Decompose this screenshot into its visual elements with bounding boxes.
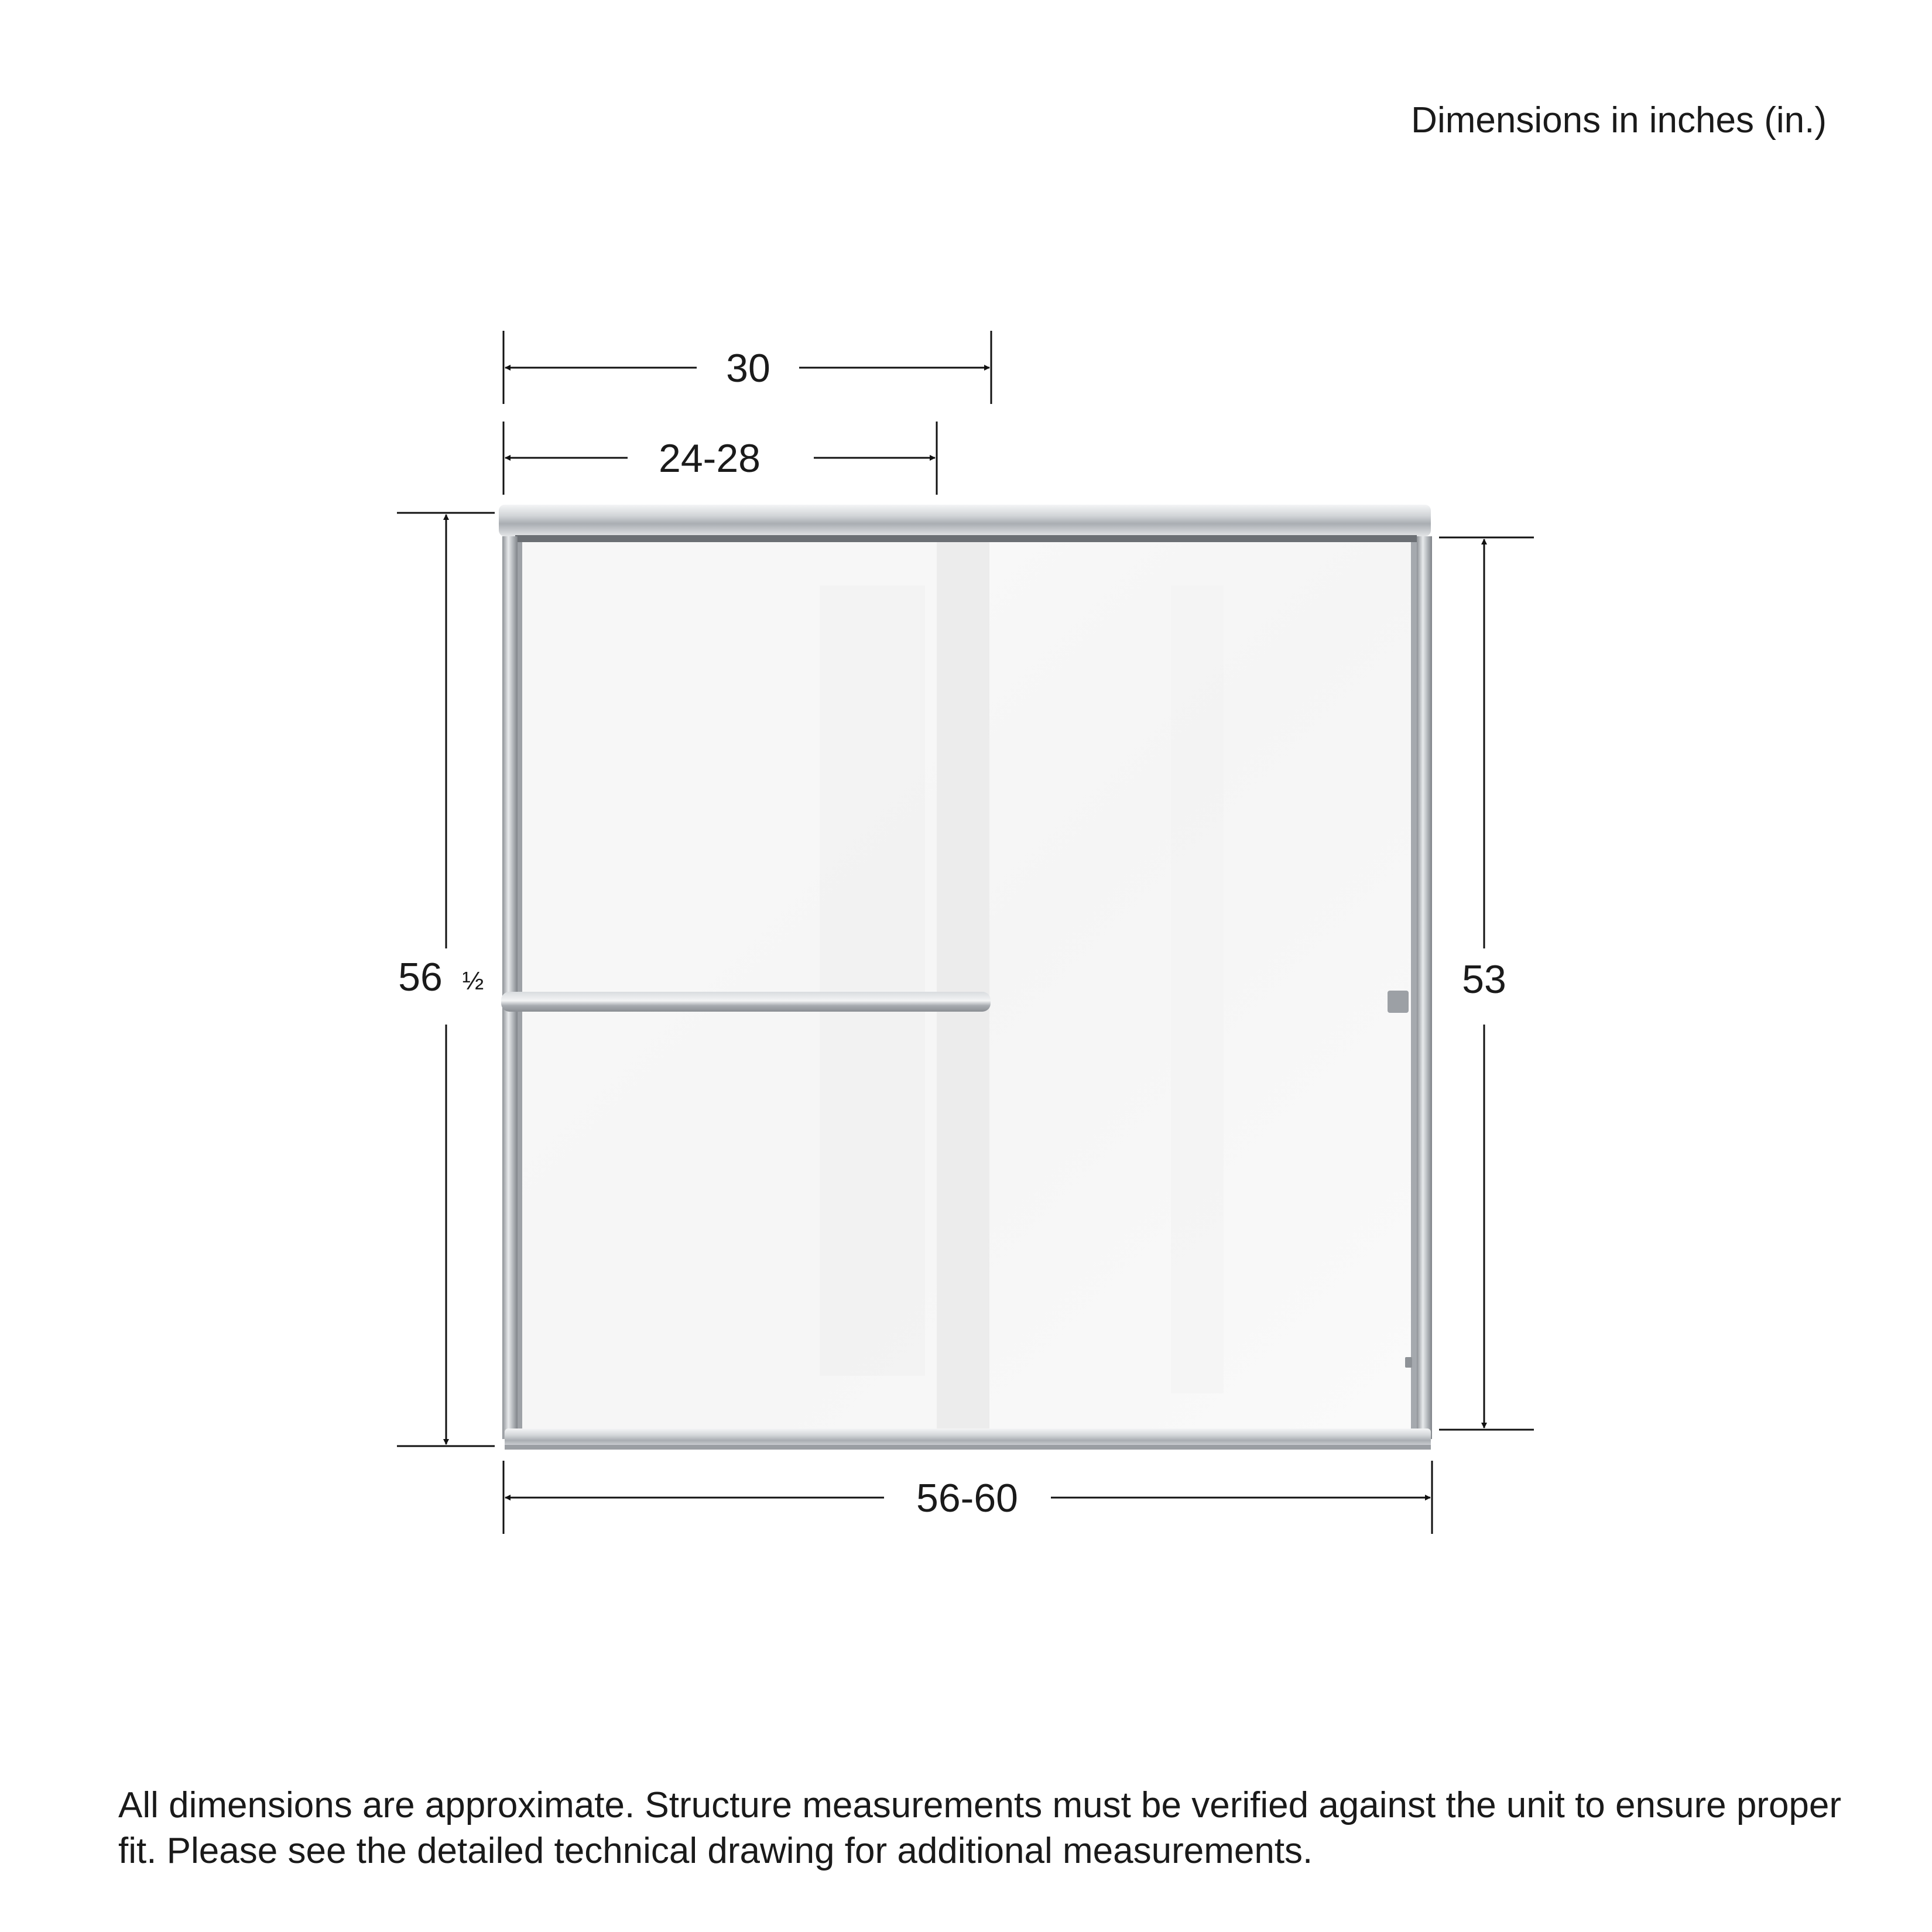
overall-height-fraction-label: ½ (462, 967, 484, 995)
overall-height-label: 56 (398, 955, 443, 999)
glass-overlap-strip (937, 542, 989, 1431)
glass-reflection (820, 585, 925, 1376)
towel-bar (501, 992, 991, 1012)
left-panel-stile (518, 542, 522, 1432)
door-handle-icon (1388, 991, 1409, 1013)
opening-width-label: 24-28 (659, 436, 761, 481)
disclaimer-note: All dimensions are approximate. Structure measurements must be verified against the unit to ensure proper fit. Please see the detailed technical drawing for additional measurements. (118, 1785, 1842, 1871)
header-rail (499, 505, 1431, 536)
shower-door (499, 505, 1432, 1450)
door-bumper-icon (1405, 1357, 1412, 1368)
panel-width-label: 30 (726, 346, 770, 390)
left-wall-jamb (502, 536, 518, 1439)
glass-height-label: 53 (1462, 957, 1506, 1002)
bottom-track-edge (505, 1445, 1431, 1450)
overall-width-label: 56-60 (916, 1476, 1018, 1520)
glass-reflection (1171, 585, 1224, 1393)
header-rail-shadow (515, 535, 1417, 542)
right-wall-jamb (1417, 536, 1432, 1439)
units-note: Dimensions in inches (in.) (1411, 100, 1827, 141)
right-panel-stile (1411, 542, 1417, 1432)
